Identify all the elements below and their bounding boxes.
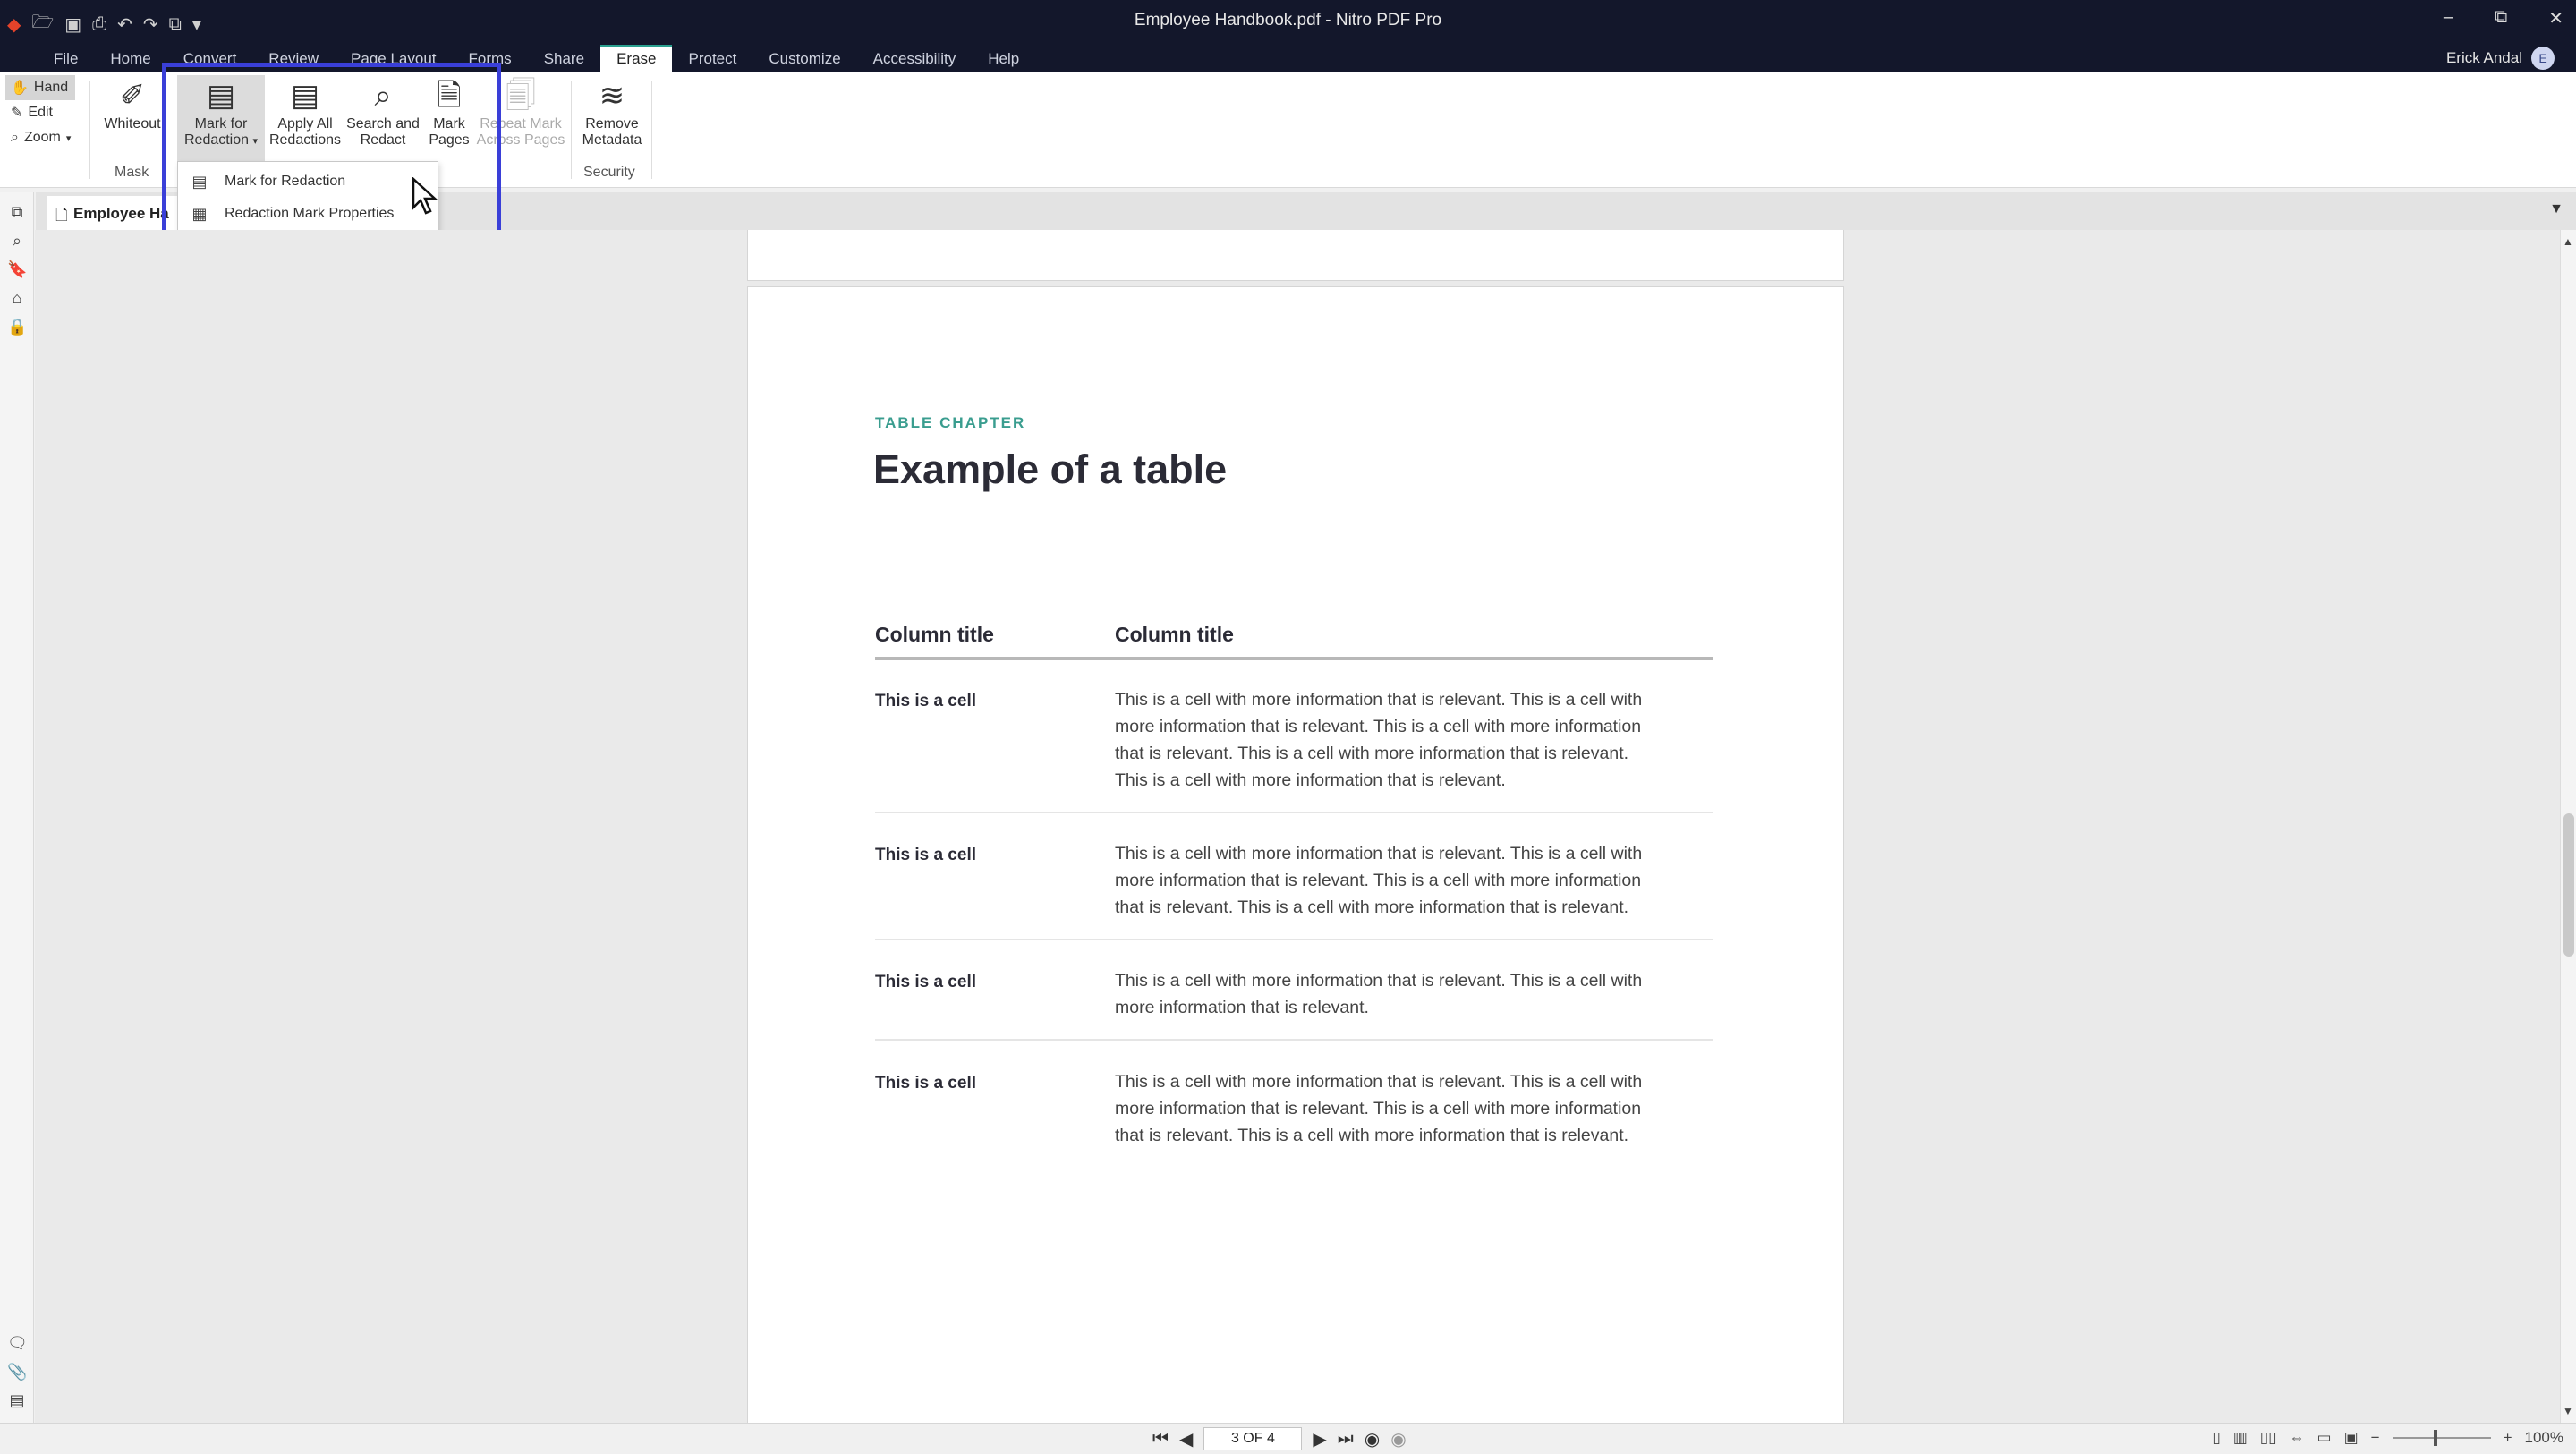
whiteout-icon: ✐ — [119, 79, 146, 113]
mark-pages-icon: 🗎 — [437, 79, 462, 113]
scroll-up-icon[interactable]: ▲ — [2563, 235, 2573, 248]
menu-item-label: Mark for Redaction — [225, 174, 346, 189]
table-cell-title: This is a cell — [875, 973, 976, 991]
row-divider — [875, 1039, 1713, 1041]
window-title: Employee Handbook.pdf - Nitro PDF Pro — [1134, 11, 1442, 30]
repeat-mark-label-1: Repeat Mark — [480, 116, 562, 132]
ribbon-divider — [651, 81, 652, 179]
vertical-scrollbar[interactable] — [2560, 230, 2576, 1423]
apply-redactions-icon: ▤ — [290, 79, 320, 113]
hand-icon: ✋ — [11, 81, 29, 96]
row-divider — [875, 812, 1713, 813]
whiteout-label: Whiteout — [104, 116, 161, 132]
header-divider — [875, 657, 1713, 660]
presentation-icon[interactable]: ▣ — [2343, 1429, 2359, 1446]
edit-tool[interactable] — [5, 100, 75, 125]
last-page-icon[interactable]: ⏭ — [1337, 1428, 1354, 1449]
hand-label: Hand — [33, 80, 69, 95]
restore-button[interactable]: ⧉ — [2494, 7, 2508, 27]
tab-customize[interactable]: Customize — [769, 50, 841, 67]
left-navigation-panel — [0, 192, 34, 1423]
first-page-icon[interactable]: ⏮ — [1152, 1428, 1169, 1449]
close-button[interactable]: ✕ — [2548, 9, 2563, 29]
remove-metadata-icon: ≋ — [599, 79, 625, 113]
forward-view-icon[interactable]: ◉ — [1390, 1429, 1407, 1450]
row-divider — [875, 939, 1713, 940]
table-cell-body — [1115, 686, 1705, 794]
cell-line: This is a cell with more information that is relevant. This is a cell with — [1115, 1072, 1643, 1092]
open-icon[interactable]: 🗁 — [31, 13, 55, 32]
page-title: Example of a table — [873, 446, 1228, 492]
chevron-down-icon: ▾ — [252, 136, 259, 147]
cell-line: This is a cell with more information that is relevant. This is a cell with — [1115, 844, 1643, 863]
zoom-slider-knob[interactable] — [2434, 1430, 2437, 1446]
cell-line: This is a cell with more information that is relevant. This is a cell with — [1115, 690, 1643, 710]
page-number-input[interactable]: 3 OF 4 — [1203, 1427, 1302, 1450]
scrollbar-thumb[interactable] — [2563, 813, 2574, 957]
zoom-label: Zoom — [23, 130, 61, 145]
mark-pages-label-1: Mark — [433, 116, 465, 132]
scroll-down-icon[interactable]: ▼ — [2563, 1405, 2573, 1417]
previous-page — [747, 230, 1844, 281]
undo-icon[interactable]: ↶ — [117, 14, 132, 35]
left-tools — [5, 75, 75, 150]
search-redact-label-2: Redact — [360, 132, 406, 148]
window-controls — [2444, 7, 2563, 30]
document-tab[interactable] — [47, 196, 181, 230]
chevron-down-icon: ▾ — [65, 132, 72, 144]
cell-line: more information that is relevant. This is a cell with more information — [1115, 717, 1642, 736]
ribbon-divider — [571, 81, 572, 179]
cell-line: This is a cell with more information that is relevant. — [1115, 770, 1506, 790]
menu-item-label: Redaction Mark Properties — [225, 206, 395, 221]
zoom-icon: ⌕ — [11, 130, 19, 145]
mark-redaction-label-1: Mark for — [194, 116, 248, 132]
apply-all-label-1: Apply All — [277, 116, 333, 132]
pages-icon[interactable]: ⧉ — [11, 203, 23, 221]
previous-page-icon[interactable]: ◀ — [1179, 1429, 1194, 1450]
redo-icon[interactable]: ↷ — [142, 14, 158, 35]
fit-width-icon[interactable]: ⇔ — [2289, 1429, 2305, 1446]
title-bar — [0, 0, 2576, 45]
edit-icon: ✎ — [11, 106, 23, 121]
search-redact-label-1: Search and — [346, 116, 420, 132]
tab-forms[interactable]: Forms — [468, 50, 512, 67]
avatar[interactable]: E — [2531, 47, 2555, 70]
next-page-icon[interactable]: ▶ — [1313, 1429, 1327, 1450]
table-cell-title: This is a cell — [875, 1074, 976, 1093]
tab-share[interactable]: Share — [543, 50, 585, 67]
document-icon: 🗋 — [55, 207, 68, 224]
user-name[interactable]: Erick Andal — [2445, 49, 2522, 66]
cell-line: that is relevant. This is a cell with more information that is relevant. — [1115, 1126, 1629, 1145]
layers-icon[interactable]: ▤ — [9, 1391, 25, 1409]
search-redact-icon: ⌕ — [374, 79, 392, 113]
bookmark-icon[interactable]: 🔖 — [7, 260, 28, 278]
edit-label: Edit — [28, 105, 53, 120]
tab-erase[interactable]: Erase — [600, 45, 672, 72]
back-view-icon[interactable]: ◉ — [1364, 1429, 1381, 1450]
repeat-mark-label-2: Across Pages — [476, 132, 565, 148]
zoom-level[interactable]: 100% — [2524, 1429, 2563, 1446]
view-controls — [2212, 1429, 2563, 1447]
ribbon-divider — [89, 81, 90, 179]
fullscreen-icon[interactable]: ▭ — [2317, 1429, 2332, 1446]
cell-line: that is relevant. This is a cell with more information that is relevant. — [1115, 897, 1629, 917]
comment-icon[interactable]: 🗨 — [7, 1334, 28, 1352]
nitro-logo-icon[interactable]: ◆ — [7, 14, 21, 35]
chapter-label: TABLE CHAPTER — [875, 414, 1026, 431]
minimize-button[interactable]: – — [2443, 7, 2453, 27]
tag-icon[interactable]: ⌂ — [12, 289, 22, 307]
document-tab-label: Employee Ha — [73, 205, 169, 222]
whiteout-button[interactable] — [97, 75, 168, 132]
cell-line: more information that is relevant. — [1115, 998, 1369, 1017]
cell-line: more information that is relevant. This is a cell with more information — [1115, 871, 1642, 890]
print-icon[interactable]: ⎙ — [92, 13, 107, 34]
annotation-highlight-box — [162, 63, 501, 239]
customize-icon[interactable]: ▾ — [191, 14, 201, 35]
facing-icon[interactable]: ▯▯ — [2259, 1429, 2277, 1446]
scan-icon[interactable]: ⧉ — [168, 13, 182, 34]
remove-metadata-button[interactable] — [576, 75, 648, 149]
tab-convert[interactable]: Convert — [183, 50, 237, 67]
attachment-icon[interactable]: 📎 — [7, 1363, 28, 1381]
cell-line: This is a cell with more information that is relevant. This is a cell with — [1115, 971, 1643, 991]
tab-help[interactable]: Help — [988, 50, 1020, 67]
repeat-mark-icon: 🗐 — [506, 79, 536, 113]
mark-pages-label-2: Pages — [429, 132, 470, 148]
mark-redaction-icon: ▤ — [191, 172, 208, 191]
group-label-security: Security — [583, 165, 635, 180]
table-cell-title: This is a cell — [875, 846, 976, 864]
table-cell-body — [1115, 840, 1705, 921]
save-icon[interactable]: ▣ — [64, 14, 82, 35]
tab-home[interactable]: Home — [110, 50, 151, 67]
search-icon[interactable]: ⌕ — [12, 232, 22, 250]
column-header: Column title — [1115, 623, 1234, 646]
remove-metadata-label-1: Remove — [585, 116, 639, 132]
continuous-icon[interactable]: ▥ — [2232, 1429, 2248, 1446]
cell-line: that is relevant. This is a cell with more information that is relevant. — [1115, 744, 1629, 763]
zoom-slider[interactable] — [2393, 1437, 2491, 1439]
cell-line: more information that is relevant. This is a cell with more information — [1115, 1099, 1642, 1118]
chevron-down-icon[interactable]: ▼ — [2549, 201, 2563, 217]
table-cell-body — [1115, 1068, 1705, 1149]
lock-icon[interactable]: 🔒 — [7, 318, 28, 336]
tab-accessibility[interactable]: Accessibility — [872, 50, 956, 67]
tab-review[interactable]: Review — [268, 50, 319, 67]
remove-metadata-label-2: Metadata — [582, 132, 642, 148]
zoom-in-icon[interactable]: + — [2503, 1429, 2512, 1446]
table-cell-title: This is a cell — [875, 692, 976, 710]
zoom-out-icon[interactable]: − — [2370, 1429, 2380, 1446]
tab-protect[interactable]: Protect — [688, 50, 737, 67]
zoom-tool[interactable] — [5, 125, 75, 150]
status-bar — [0, 1423, 2576, 1454]
pdf-page — [747, 286, 1844, 1423]
mark-redaction-label-2: Redaction — [183, 132, 250, 148]
column-header: Column title — [875, 623, 994, 646]
mark-redaction-icon: ▤ — [206, 79, 236, 113]
properties-icon: ▦ — [191, 204, 208, 223]
apply-all-label-2: Redactions — [268, 132, 342, 148]
group-label-mask: Mask — [115, 165, 149, 180]
page-navigation — [1152, 1427, 1407, 1450]
table-cell-body — [1115, 967, 1705, 1021]
tab-page-layout[interactable]: Page Layout — [351, 50, 437, 67]
document-view[interactable] — [35, 230, 2560, 1423]
single-page-icon[interactable]: ▯ — [2212, 1429, 2221, 1446]
hand-tool[interactable] — [5, 75, 75, 100]
tab-file[interactable]: File — [54, 50, 79, 67]
